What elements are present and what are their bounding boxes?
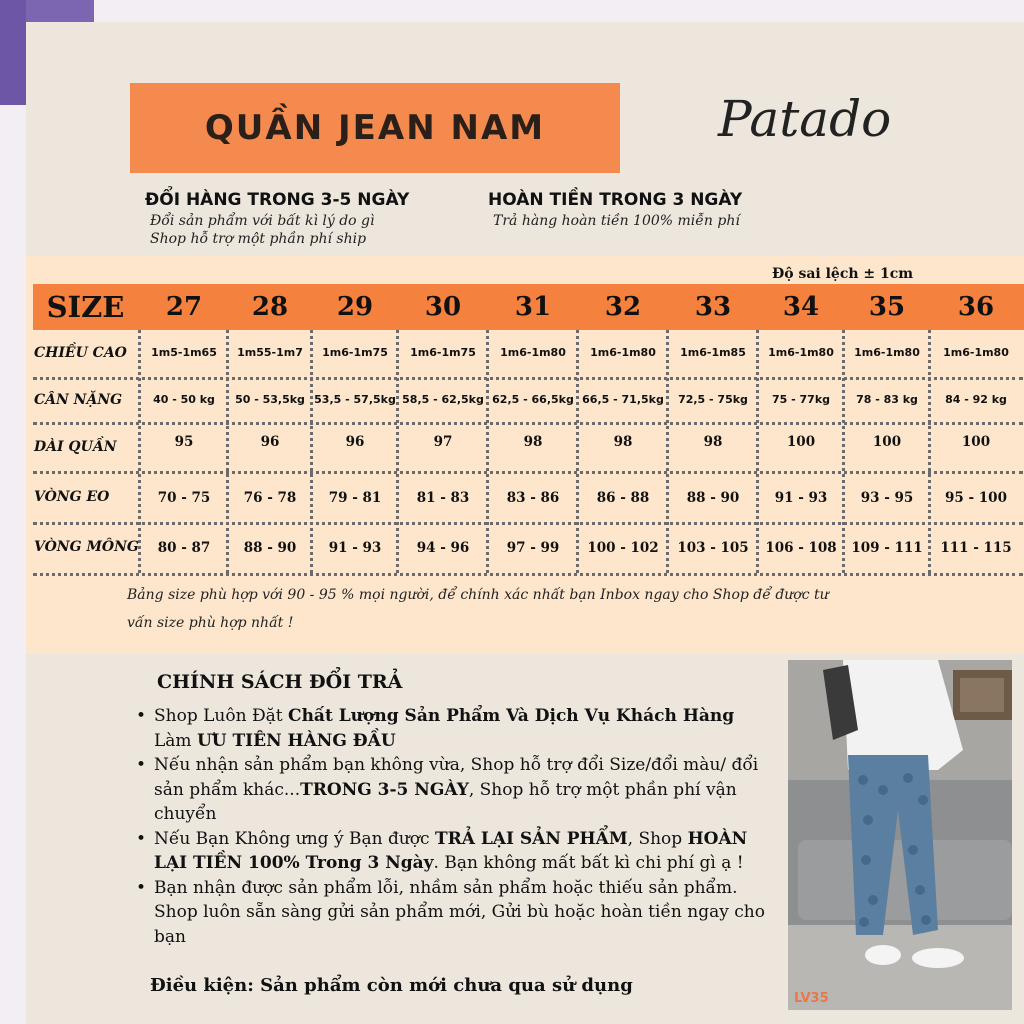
table-cell: 96 [345,433,365,450]
table-cell: 111 - 115 [940,540,1012,556]
corner-decoration [0,0,26,105]
table-cell: 78 - 83 kg [856,392,918,406]
table-cell: 81 - 83 [416,489,470,506]
table-cell: 53,5 - 57,5kg [314,392,396,406]
policy-text: , Shop [627,828,688,849]
table-cell: 97 [433,433,453,450]
table-cell: 94 - 96 [416,540,470,556]
policy-text: Bạn nhận được sản phẩm lỗi, nhầm sản phẩm hoặc thiếu sản phẩm. Shop luôn sẵn sàng gửi sản phẩm mới, Gửi bù hoặc hoàn tiền ngay cho bạn [154,877,765,947]
product-photo-illustration [788,660,1012,1010]
table-cell: 58,5 - 62,5kg [402,392,484,406]
row-divider [33,471,1023,474]
table-cell: 1m5-1m65 [151,346,217,359]
table-cell: 93 - 95 [860,489,914,506]
policy-text: Nếu Bạn Không ưng ý Bạn được [154,828,435,849]
policy-highlight: Chất Lượng Sản Phẩm Và Dịch Vụ Khách Hàng [288,706,735,726]
return-policy-list [134,704,774,949]
column-divider [396,330,399,573]
row-label: DÀI QUẦN [34,438,117,455]
return-policy-title: CHÍNH SÁCH ĐỔI TRẢ [157,671,403,693]
return-policy-item [134,704,774,753]
refund-policy-line: Trả hàng hoàn tiền 100% miễn phí [493,213,740,229]
table-cell: 100 [961,433,991,450]
banner-title: QUẦN JEAN NAM [204,108,546,148]
photo-tag: LV35 [794,991,829,1006]
size-header-27: 27 [165,292,203,322]
row-label: VÒNG MÔNG [34,539,139,555]
policy-text: , Shop hỗ trợ một phần phí vận chuyển [154,779,737,824]
policy-text: Nếu nhận sản phẩm bạn không vừa, Shop hỗ trợ đổi Size/đổi màu/ đổi sản phẩm khác... [154,755,759,800]
table-cell: 83 - 86 [506,489,560,506]
column-divider [842,330,845,573]
table-cell: 1m6-1m80 [590,346,656,359]
table-cell: 100 [872,433,902,450]
table-cell: 1m6-1m75 [410,346,476,359]
column-divider [486,330,489,573]
row-divider [33,422,1023,425]
exchange-policy-title: ĐỔI HÀNG TRONG 3-5 NGÀY [145,190,410,210]
table-cell: 84 - 92 kg [945,392,1007,406]
table-cell: 86 - 88 [596,489,650,506]
table-cell: 62,5 - 66,5kg [492,392,574,406]
table-cell: 1m55-1m7 [237,346,303,359]
row-divider [33,573,1023,576]
table-cell: 109 - 111 [851,540,923,556]
return-policy-item [134,827,774,876]
row-label: CÂN NẶNG [34,391,123,408]
policy-text: . Bạn không mất bất kì chi phí gì ạ ! [433,853,744,873]
size-header-36: 36 [957,292,995,322]
table-cell: 95 - 100 [945,489,1007,506]
exchange-policy-line: Đổi sản phẩm với bất kì lý do gì [150,213,375,229]
exchange-policy-line: Shop hỗ trợ một phần phí ship [150,231,367,247]
table-cell: 79 - 81 [328,489,382,506]
table-cell: 91 - 93 [328,540,382,556]
size-note-line: Bảng size phù hợp với 90 - 95 % mọi người, để chính xác nhất bạn Inbox ngay cho Shop để được tư [127,587,829,603]
policy-highlight: TRONG 3-5 NGÀY [300,779,469,800]
table-cell: 1m6-1m80 [768,346,834,359]
table-cell: 1m6-1m75 [322,346,388,359]
row-label: CHIỀU CAO [34,345,127,361]
title-banner [130,83,620,173]
size-note-line: vấn size phù hợp nhất ! [127,615,294,631]
table-cell: 98 [613,433,633,450]
return-condition: Điều kiện: Sản phẩm còn mới chưa qua sử dụng [150,975,633,996]
column-divider [226,330,229,573]
table-cell: 66,5 - 71,5kg [582,392,664,406]
table-cell: 75 - 77kg [771,392,831,406]
row-label: VÒNG EO [34,488,110,505]
table-cell: 96 [260,433,280,450]
table-cell: 1m6-1m80 [943,346,1009,359]
size-header-33: 33 [694,292,732,322]
size-header-30: 30 [424,292,462,322]
table-cell: 80 - 87 [157,540,211,556]
size-header-label: SIZE [46,290,125,324]
brand-logo: Patado [718,90,892,148]
return-policy-item [134,876,774,950]
table-cell: 100 - 102 [587,540,659,556]
table-cell: 70 - 75 [157,489,211,506]
column-divider [756,330,759,573]
row-divider [33,522,1023,525]
size-header-34: 34 [782,292,820,322]
table-cell: 98 [703,433,723,450]
size-header-row [33,284,1024,330]
policy-text: Làm [154,730,197,751]
size-header-35: 35 [868,292,906,322]
table-cell: 97 - 99 [506,540,560,556]
column-divider [310,330,313,573]
policy-highlight: ƯU TIÊN HÀNG ĐẦU [196,730,396,751]
table-cell: 72,5 - 75kg [678,392,748,406]
table-cell: 98 [523,433,543,450]
row-divider [33,377,1023,380]
table-cell: 1m6-1m80 [500,346,566,359]
size-header-28: 28 [251,292,289,322]
table-cell: 76 - 78 [243,489,297,506]
policy-highlight: TRẢ LẠI SẢN PHẨM [434,828,628,849]
column-divider [666,330,669,573]
policy-text: Shop Luôn Đặt [154,706,289,726]
size-tolerance-note: Độ sai lệch ± 1cm [772,266,914,282]
return-policy-item [134,753,774,827]
table-cell: 1m6-1m80 [854,346,920,359]
refund-policy-title: HOÀN TIỀN TRONG 3 NGÀY [488,190,743,210]
table-cell: 1m6-1m85 [680,346,746,359]
table-cell: 95 [174,433,194,450]
size-header-29: 29 [336,292,374,322]
table-cell: 50 - 53,5kg [235,392,305,406]
table-cell: 106 - 108 [765,540,837,556]
size-header-32: 32 [604,292,642,322]
table-cell: 88 - 90 [686,489,740,506]
table-cell: 103 - 105 [677,540,749,556]
table-cell: 100 [786,433,816,450]
size-header-31: 31 [514,292,552,322]
policy-highlight: HOÀN LẠI TIỀN 100% Trong 3 Ngày [154,828,748,873]
table-cell: 40 - 50 kg [153,392,215,406]
column-divider [138,330,141,573]
column-divider [928,330,931,573]
table-cell: 91 - 93 [774,489,828,506]
table-cell: 88 - 90 [243,540,297,556]
corner-decoration-top [26,0,94,22]
column-divider [576,330,579,573]
product-photo [788,660,1012,1010]
